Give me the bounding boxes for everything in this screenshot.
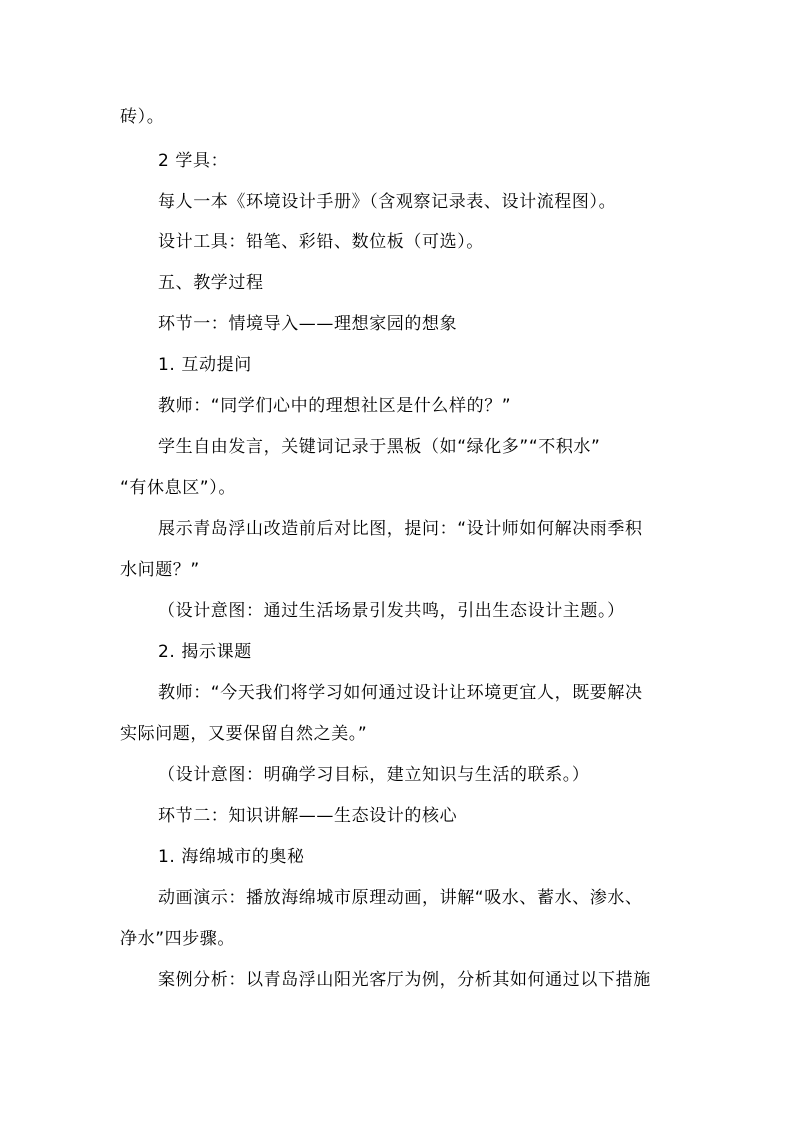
stage-heading: 环节二：知识讲解——生态设计的核心 bbox=[158, 806, 458, 826]
text-line: 每人一本《环境设计手册》（含观察记录表、设计流程图）。 bbox=[158, 192, 617, 212]
text-line: 2 学具： bbox=[158, 151, 229, 171]
design-intent-note: （设计意图：通过生活场景引发共鸣，引出生态设计主题。） bbox=[158, 601, 625, 621]
text-line: 砖）。 bbox=[120, 107, 165, 127]
subheading: 1. 海绵城市的奥秘 bbox=[158, 847, 305, 867]
text-line: 水问题？” bbox=[120, 560, 200, 580]
subheading: 1. 互动提问 bbox=[158, 355, 252, 375]
text-line: 展示青岛浮山改造前后对比图，提问：“设计师如何解决雨季积 bbox=[158, 519, 643, 539]
text-line: 学生自由发言，关键词记录于黑板（如“绿化多”“不积水” bbox=[158, 437, 601, 457]
text-line: “有休息区”）。 bbox=[120, 478, 236, 498]
text-line: 案例分析：以青岛浮山阳光客厅为例，分析其如何通过以下措施 bbox=[158, 970, 651, 990]
design-intent-note: （设计意图：明确学习目标，建立知识与生活的联系。） bbox=[158, 765, 590, 785]
text-line: 设计工具：铅笔、彩铅、数位板（可选）。 bbox=[158, 232, 484, 252]
text-line: 净水”四步骤。 bbox=[120, 929, 236, 949]
stage-heading: 环节一：情境导入——理想家园的想象 bbox=[158, 314, 458, 334]
section-heading: 五、教学过程 bbox=[158, 273, 264, 293]
text-line: 教师：“今天我们将学习如何通过设计让环境更宜人，既要解决 bbox=[158, 683, 643, 703]
subheading: 2. 揭示课题 bbox=[158, 642, 252, 662]
text-line: 教师：“同学们心中的理想社区是什么样的？” bbox=[158, 396, 512, 416]
text-line: 实际问题，又要保留自然之美。” bbox=[120, 724, 368, 744]
text-line: 动画演示：播放海绵城市原理动画，讲解“吸水、蓄水、渗水、 bbox=[158, 888, 643, 908]
